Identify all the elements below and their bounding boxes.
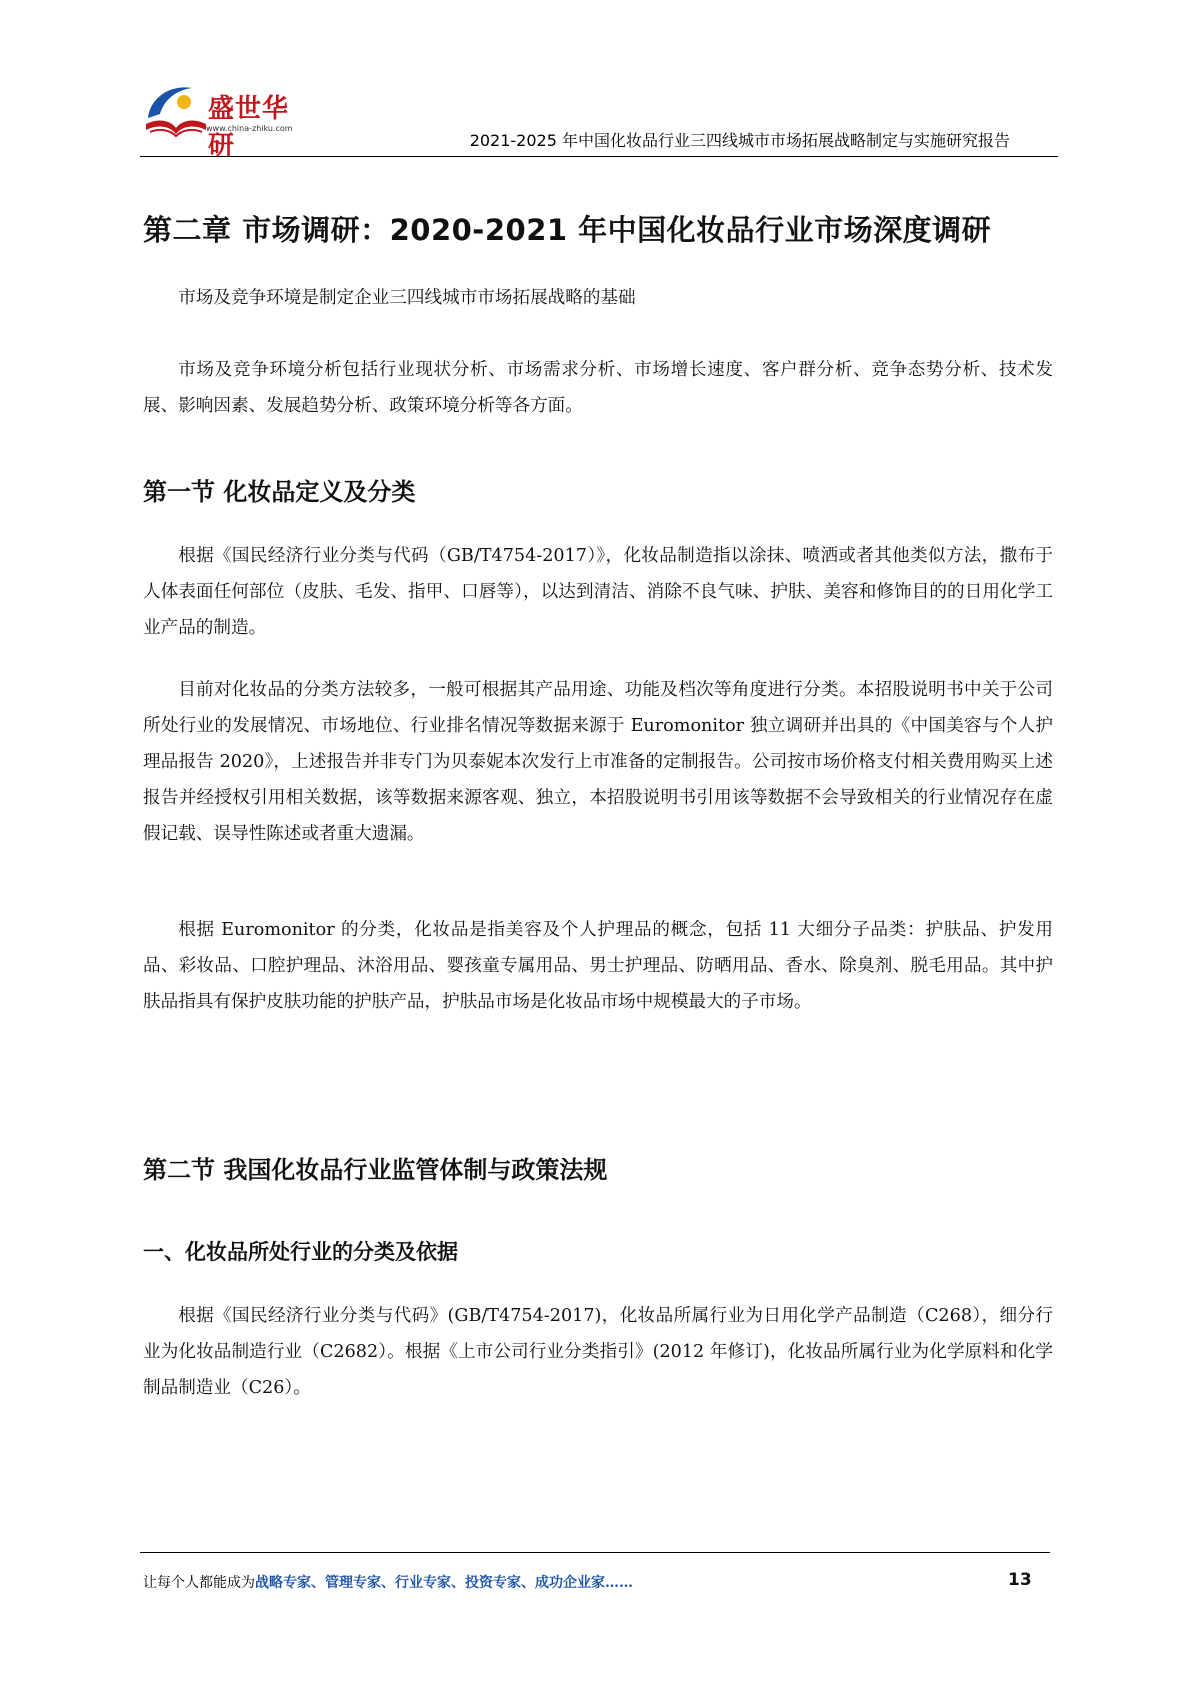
section-1-title: 第一节 化妆品定义及分类: [143, 478, 416, 506]
logo-text: 盛世华研: [208, 94, 290, 161]
footer-slogan-prefix: 让每个人都能成为: [143, 1575, 255, 1591]
section-1-paragraph-3: 根据 Euromonitor 的分类，化妆品是指美容及个人护理品的概念，包括 11 大细分子品类：护肤品、护发用品、彩妆品、口腔护理品、沐浴用品、婴孩童专属用品、男士护理品、防晒用品、香水、除臭剂、脱毛用品。其中护肤品指具有保护皮肤功能的护肤产品，护肤品市场是化妆品市场中规模最大的子市场。: [143, 920, 1053, 1012]
footer-slogan: [143, 1572, 633, 1592]
footer-divider: [140, 1552, 1050, 1553]
intro-paragraph-1: 市场及竞争环境是制定企业三四线城市市场拓展战略的基础: [178, 288, 636, 308]
section-2-title: 第二节 我国化妆品行业监管体制与政策法规: [143, 1156, 608, 1184]
subsection-title: 一、化妆品所处行业的分类及依据: [143, 1240, 458, 1264]
company-logo: [140, 78, 310, 161]
chapter-title: 第二章 市场调研：2020-2021 年中国化妆品行业市场深度调研: [143, 213, 992, 247]
logo-url: www.china-zhiku.com: [206, 124, 293, 133]
page-number: 13: [1008, 1570, 1032, 1590]
intro-paragraph-2: 市场及竞争环境分析包括行业现状分析、市场需求分析、市场增长速度、客户群分析、竞争态势分析、技术发展、影响因素、发展趋势分析、政策环境分析等各方面。: [143, 360, 1053, 416]
section-1-paragraph-1: 根据《国民经济行业分类与代码（GB/T4754-2017）》，化妆品制造指以涂抹、喷洒或者其他类似方法，撒布于人体表面任何部位（皮肤、毛发、指甲、口唇等），以达到清洁、消除不良气味、护肤、美容和修饰目的的日用化学工业产品的制造。: [143, 546, 1053, 638]
section-2-paragraph-1: 根据《国民经济行业分类与代码》(GB/T4754-2017)，化妆品所属行业为日用化学产品制造（C268），细分行业为化妆品制造行业（C2682）。根据《上市公司行业分类指引》(2012 年修订)，化妆品所属行业为化学原料和化学制品制造业（C26）。: [143, 1306, 1053, 1398]
book-swoosh-logo-icon: [140, 78, 210, 144]
report-title: 2021-2025 年中国化妆品行业三四线城市市场拓展战略制定与实施研究报告: [469, 131, 1010, 150]
footer-slogan-highlight: 战略专家、管理专家、行业专家、投资专家、成功企业家……: [255, 1575, 633, 1591]
page-header: [140, 78, 1058, 161]
section-1-paragraph-2: 目前对化妆品的分类方法较多，一般可根据其产品用途、功能及档次等角度进行分类。本招股说明书中关于公司所处行业的发展情况、市场地位、行业排名情况等数据来源于 Euromonitor 独立调研并出具的《中国美容与个人护理品报告 2020》，上述报告并非专门为贝泰妮本次发行上市准备的定制报告。公司按市场价格支付相关费用购买上述报告并经授权引用相关数据，该等数据来源客观、独立，本招股说明书引用该等数据不会导致相关的行业情况存在虚假记载、误导性陈述或者重大遗漏。: [143, 680, 1053, 844]
header-divider: [140, 156, 1058, 157]
